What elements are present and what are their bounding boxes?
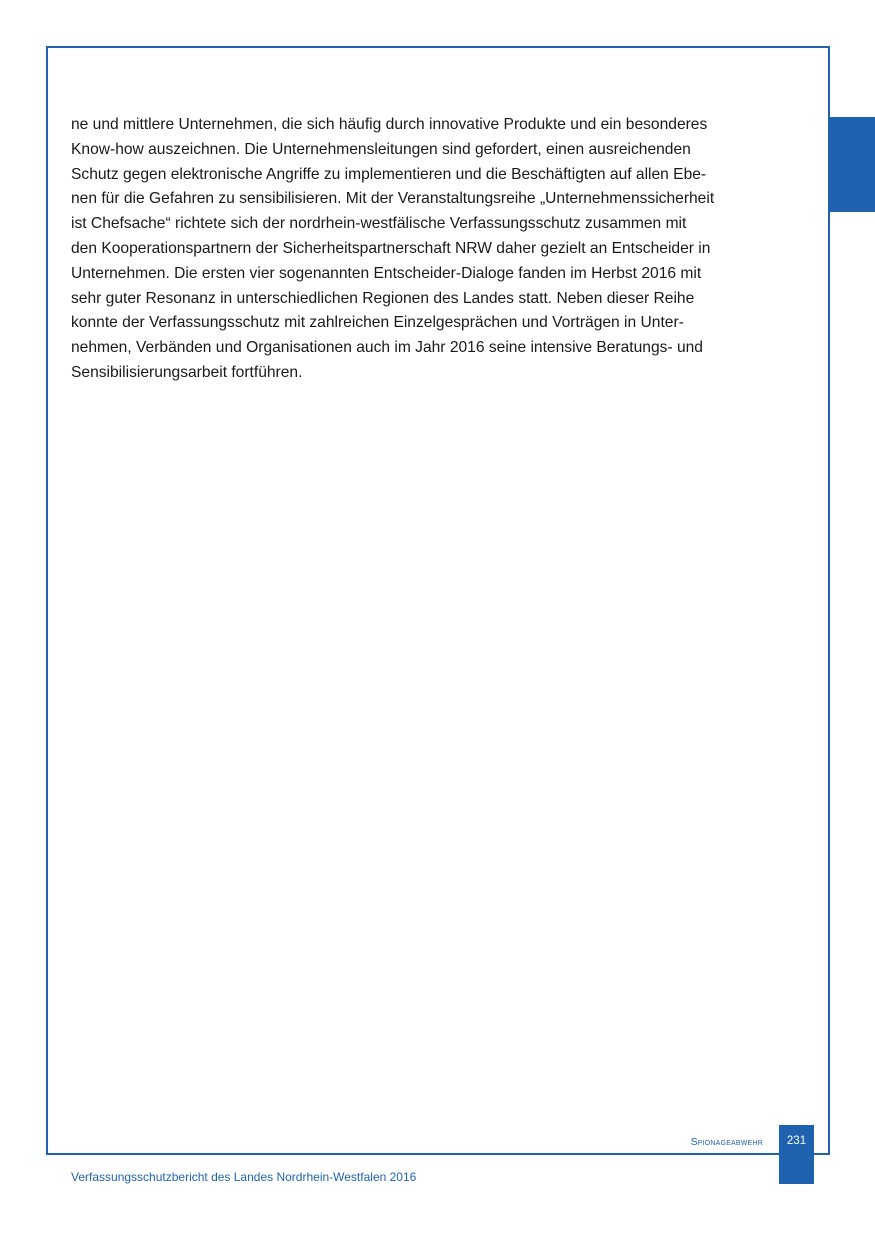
body-paragraph: ne und mittlere Unternehmen, die sich häufig durch innovative Produkte und ein besonderes Know-how auszeichnen. Die Unternehmensleitungen sind gefordert, einen ausreichenden Schutz gegen elektronische Angriffe zu implementieren und die Beschäftigten auf allen Ebe- nen für die Gefahren zu sensibilisieren. Mit der Veranstaltungsreihe „Unternehmenssicherheit ist Chefsache“ richtete sich der nordrhein-westfälische Verfassungsschutz zusammen mit den Kooperationspartnern der Sicherheitspartnerschaft NRW daher gezielt an Entscheider in Unternehmen. Die ersten vier sogenannten Entscheider-Dialoge fanden im Herbst 2016 mit sehr guter Resonanz in unterschiedlichen Regionen des Landes statt. Neben dieser Reihe konnte der Verfassungsschutz mit zahlreichen Einzelgesprächen und Vorträgen in Unter- nehmen, Verbänden und Organisationen auch im Jahr 2016 seine intensive Beratungs- und Sensibilisierungsarbeit fortführen. xyxy=(71,116,715,381)
page-number: 231 xyxy=(786,1135,807,1147)
publication-footer: Verfassungsschutzbericht des Landes Nordrhein-Westfalen 2016 xyxy=(71,1170,417,1184)
page-number-box xyxy=(779,1125,814,1184)
section-label: Spionageabwehr xyxy=(690,1136,763,1148)
chapter-side-tab xyxy=(829,117,875,212)
